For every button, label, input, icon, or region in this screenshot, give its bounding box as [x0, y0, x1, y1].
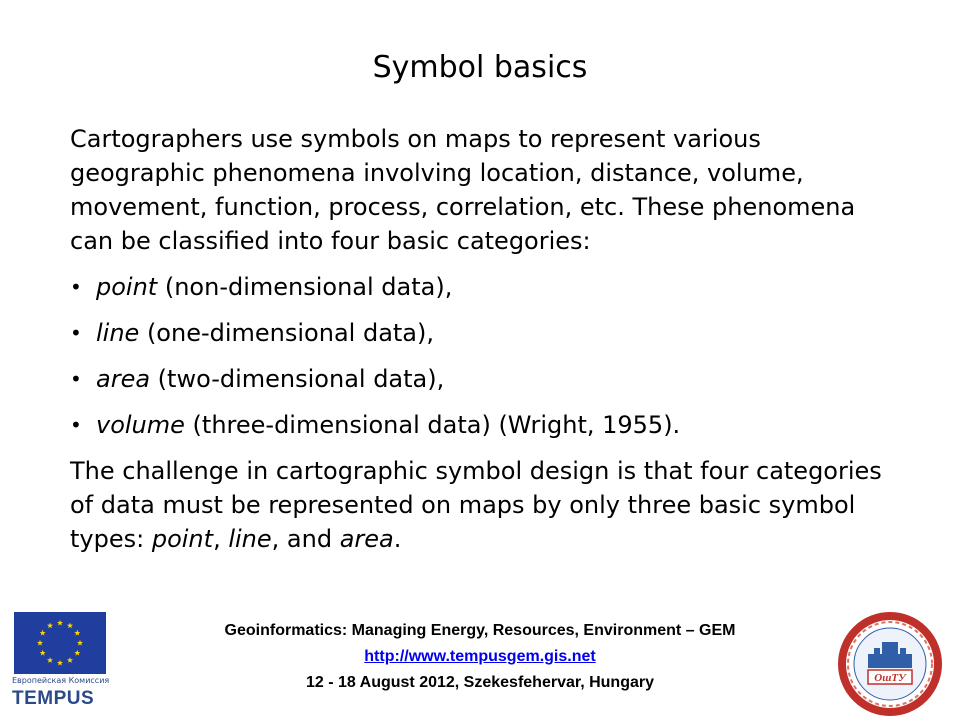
category-term: point — [96, 273, 158, 301]
bullet-icon: • — [70, 321, 82, 345]
list-item — [70, 316, 900, 350]
category-description: (three-dimensional data) (Wright, 1955). — [184, 411, 681, 439]
footer-info — [120, 618, 840, 696]
symbol-type-point: point — [151, 525, 214, 553]
eu-star-icon — [74, 650, 80, 656]
event-dates: 12 - 18 August 2012, Szekesfehervar, Hungary — [305, 674, 654, 691]
conclusion-paragraph — [70, 454, 900, 556]
eu-star-icon — [67, 657, 73, 663]
eu-stars-icon — [14, 612, 106, 674]
osh-logo-text: ОшТУ — [874, 672, 906, 684]
category-description: (one-dimensional data), — [139, 319, 435, 347]
tempus-wordmark: TEMPUS — [12, 688, 95, 709]
list-item — [70, 270, 900, 304]
eu-star-icon — [47, 622, 53, 628]
bullet-icon: • — [70, 413, 82, 437]
eu-tempus-logo — [12, 612, 108, 716]
eu-star-icon — [74, 630, 80, 636]
category-description: (non-dimensional data), — [157, 273, 453, 301]
bullet-icon: • — [70, 367, 82, 391]
symbol-type-area: area — [339, 525, 394, 553]
project-name: Geoinformatics: Managing Energy, Resources, Environment – GEM — [224, 622, 736, 639]
project-link[interactable]: http://www.tempusgem.gis.net — [364, 648, 596, 665]
category-list — [70, 270, 900, 442]
category-term: line — [96, 319, 140, 347]
eu-star-icon — [77, 640, 83, 646]
list-item — [70, 408, 900, 442]
category-term: area — [96, 365, 151, 393]
category-term: volume — [96, 411, 185, 439]
symbol-type-line: line — [228, 525, 272, 553]
list-item — [70, 362, 900, 396]
eu-caption: Европейская Комиссия — [12, 676, 110, 685]
conclusion-end: . — [393, 525, 402, 553]
eu-star-icon — [57, 620, 63, 626]
bullet-icon: • — [70, 275, 82, 299]
eu-star-icon — [40, 650, 46, 656]
osh-university-logo — [838, 612, 942, 716]
eu-star-icon — [40, 630, 46, 636]
eu-star-icon — [37, 640, 43, 646]
eu-star-icon — [47, 657, 53, 663]
conclusion-lead: The challenge in cartographic symbol design is that four categories of data must be represented on maps by only three basic symbol types: — [70, 457, 882, 553]
osh-emblem-icon — [838, 612, 942, 716]
slide-title: Symbol basics — [372, 50, 588, 85]
eu-star-icon — [57, 660, 63, 666]
separator: , and — [271, 525, 340, 553]
eu-star-icon — [67, 622, 73, 628]
category-description: (two-dimensional data), — [150, 365, 445, 393]
slide-body — [70, 122, 900, 556]
slide-footer — [0, 612, 960, 720]
eu-flag-icon — [14, 612, 106, 674]
intro-paragraph: Cartographers use symbols on maps to represent various geographic phenomena involving location, distance, volume, movement, function, process, correlation, etc. These phenomena can be classified into four basic categories: — [70, 125, 856, 255]
separator: , — [213, 525, 229, 553]
